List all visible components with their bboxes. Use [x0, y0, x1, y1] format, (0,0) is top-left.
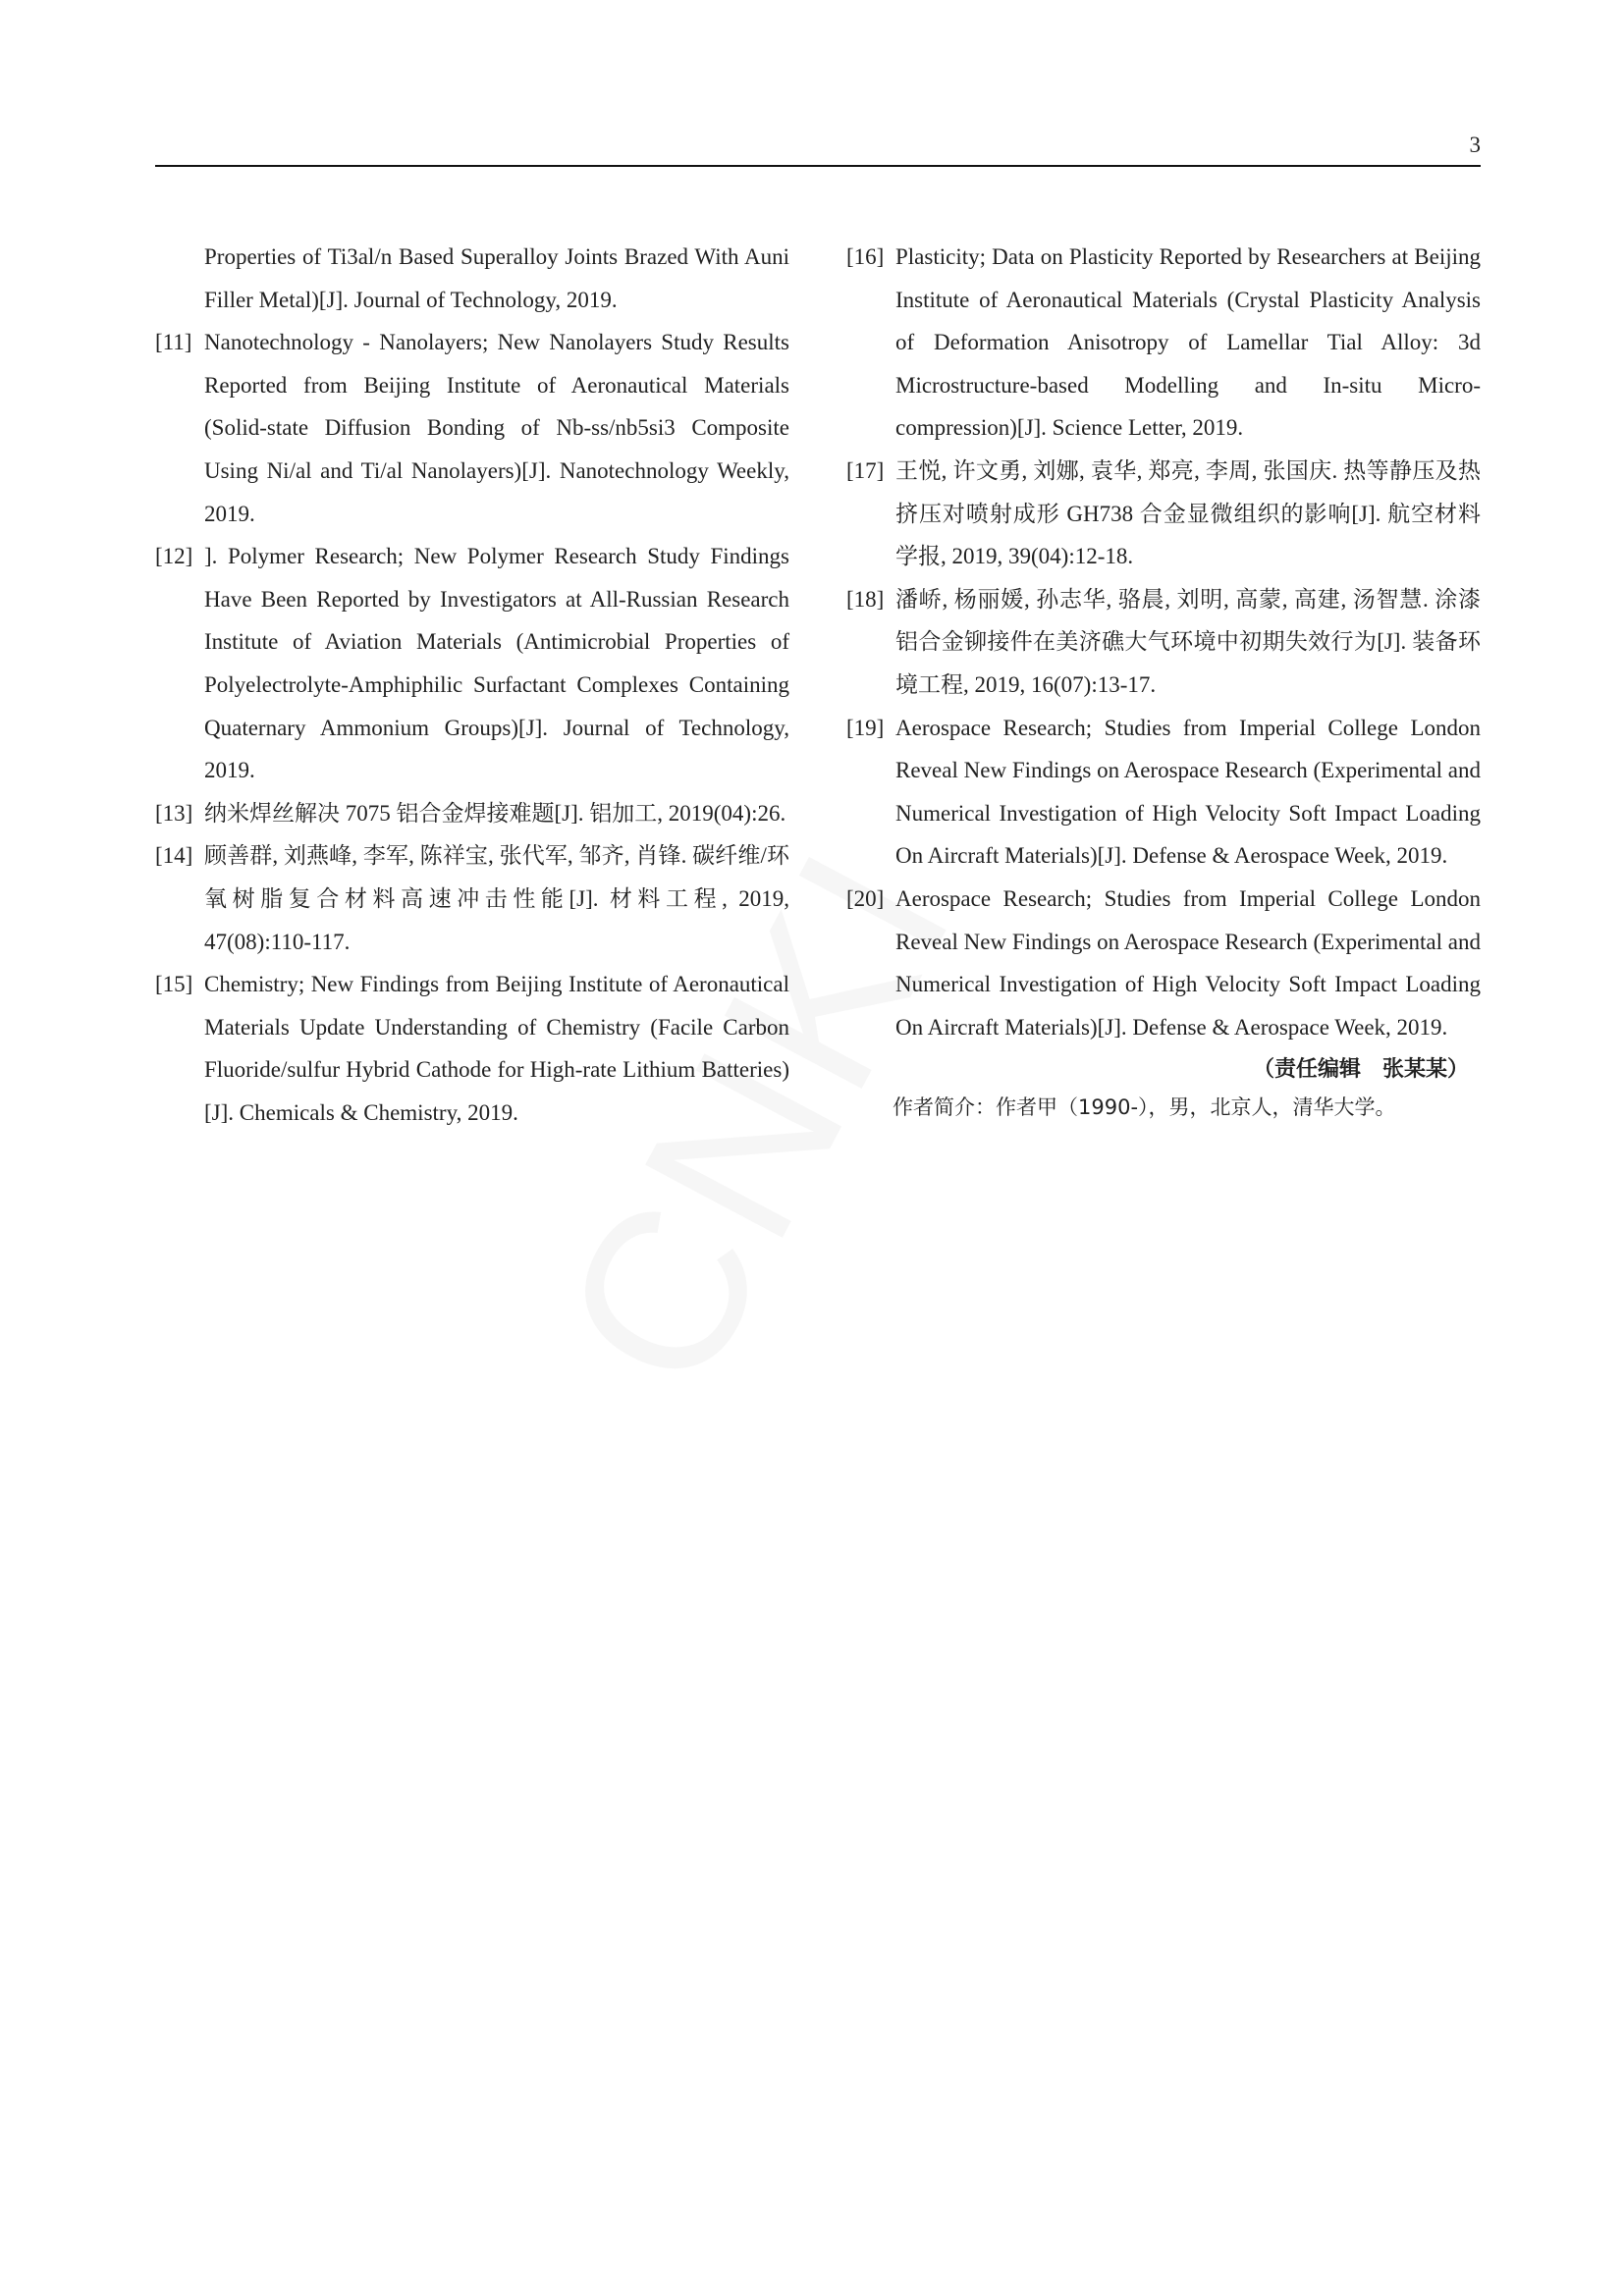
reference-number: [19] — [846, 715, 885, 740]
reference-text: Aerospace Research; Studies from Imperial College London Reveal New Findings on Aerospace Research (Experimental and Numerical Investigation of High Velocity Soft Impact Loading On Aircraft Materials)[J]. Defense & Aerospace Week, 2019. — [895, 885, 1481, 1040]
reference-number: [15] — [155, 972, 193, 997]
reference-number: [16] — [846, 244, 885, 269]
reference-text: Properties of Ti3al/n Based Superalloy Joints Brazed With Auni Filler Metal)[J]. Journal of Technology, 2019. — [204, 244, 789, 312]
reference-item-20 — [846, 878, 1481, 1048]
reference-text: 纳米焊丝解决 7075 铝合金焊接难题[J]. 铝加工, 2019(04):26. — [204, 800, 786, 826]
reference-text: Aerospace Research; Studies from Imperial College London Reveal New Findings on Aerospace Research (Experimental and Numerical Investigation of High Velocity Soft Impact Loading On Aircraft Materials)[J]. Defense & Aerospace Week, 2019. — [895, 715, 1481, 869]
reference-text: 王悦, 许文勇, 刘娜, 袁华, 郑亮, 李周, 张国庆. 热等静压及热挤压对喷射成形 GH738 合金显微组织的影响[J]. 航空材料学报, 2019, 39(04):12-18. — [895, 457, 1481, 569]
reference-text: 顾善群, 刘燕峰, 李军, 陈祥宝, 张代军, 邹齐, 肖锋. 碳纤维/环氧树脂复合材料高速冲击性能[J]. 材料工程, 2019, 47(08):110-117. — [204, 843, 789, 954]
reference-number: [11] — [155, 330, 192, 355]
reference-number: [17] — [846, 457, 885, 483]
reference-item-11 — [155, 321, 789, 535]
reference-item-14 — [155, 834, 789, 963]
right-column — [846, 236, 1481, 1127]
reference-number: [13] — [155, 800, 193, 826]
header-rule — [155, 165, 1481, 167]
reference-text: Chemistry; New Findings from Beijing Institute of Aeronautical Materials Update Understanding of Chemistry (Facile Carbon Fluoride/sulfur Hybrid Cathode for High-rate Lithium Batteries)[J]. Chemicals & Chemistry, 2019. — [204, 972, 789, 1125]
reference-item-19 — [846, 707, 1481, 878]
page-number: 3 — [1469, 133, 1481, 157]
reference-text: Nanotechnology - Nanolayers; New Nanolayers Study Results Reported from Beijing Institute of Aeronautical Materials (Solid-state Diffusion Bonding of Nb-ss/nb5si3 Composite Using Ni/al and Ti/al Nanolayers)[J]. Nanotechnology Weekly, 2019. — [204, 330, 789, 526]
reference-item-17 — [846, 450, 1481, 578]
reference-item-13 — [155, 792, 789, 835]
reference-item-16 — [846, 236, 1481, 450]
reference-item-15 — [155, 963, 789, 1134]
reference-continuation — [155, 236, 789, 321]
reference-number: [20] — [846, 885, 885, 911]
reference-text: 潘峤, 杨丽媛, 孙志华, 骆晨, 刘明, 高蒙, 高建, 汤智慧. 涂漆铝合金铆接件在美济礁大气环境中初期失效行为[J]. 装备环境工程, 2019, 16(07):13-17. — [895, 586, 1481, 697]
responsible-editor: （责任编辑 张某某） — [1252, 1057, 1469, 1083]
left-column — [155, 236, 789, 1134]
reference-text: Plasticity; Data on Plasticity Reported by Researchers at Beijing Institute of Aeronautical Materials (Crystal Plasticity Analysis of Deformation Anisotropy of Lamellar Tial Alloy: 3d Microstructure-based Modelling and In-situ Micro-compression)[J]. Science Letter, 2019. — [895, 244, 1481, 441]
reference-number: [12] — [155, 544, 193, 569]
author-bio: 作者简介：作者甲（1990-），男，北京人，清华大学。 — [893, 1095, 1396, 1120]
reference-number: [18] — [846, 586, 885, 612]
reference-number: [14] — [155, 843, 193, 869]
reference-text: ]. Polymer Research; New Polymer Research Study Findings Have Been Reported by Investigators at All-Russian Research Institute of Aviation Materials (Antimicrobial Properties of Polyelectrolyte-Amphiphilic Surfactant Complexes Containing Quaternary Ammonium Groups)[J]. Journal of Technology, 2019. — [204, 544, 789, 783]
reference-item-12 — [155, 535, 789, 792]
reference-item-18 — [846, 578, 1481, 707]
